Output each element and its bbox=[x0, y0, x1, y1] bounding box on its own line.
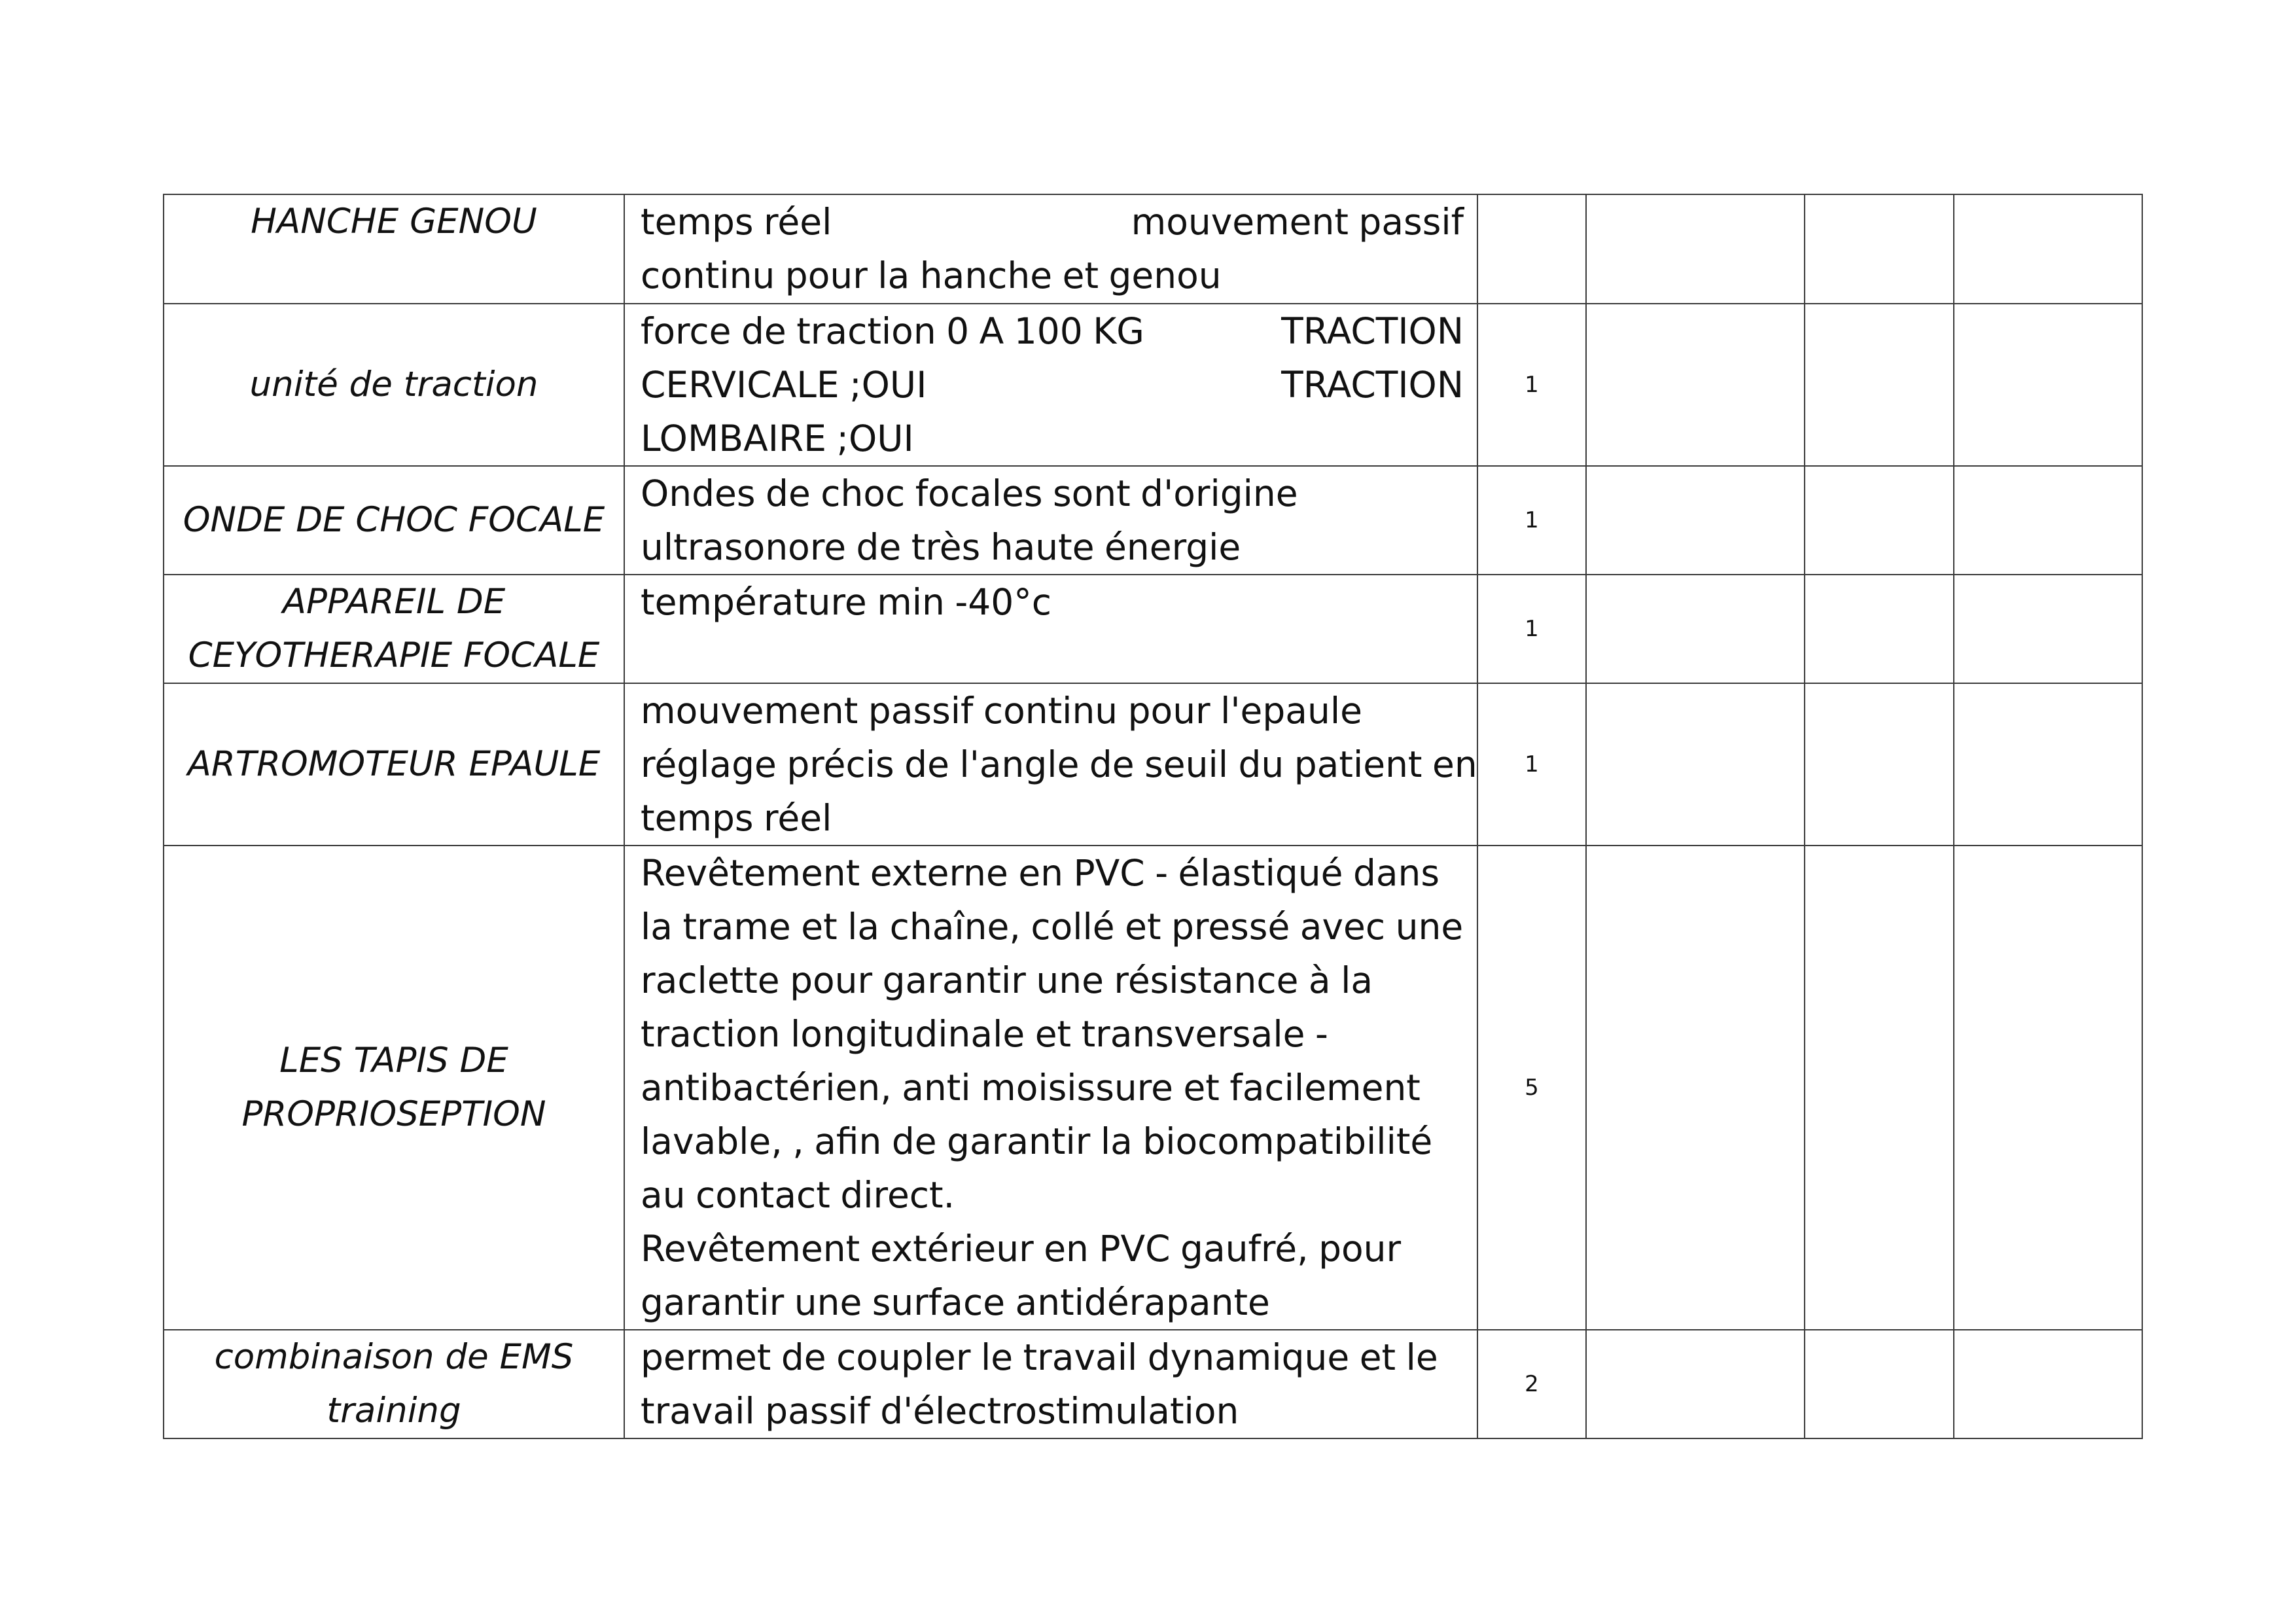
price-cell bbox=[1586, 194, 1805, 304]
description-cell bbox=[624, 194, 1477, 304]
description-line: CERVICALE ;OUI TRACTION bbox=[641, 364, 1464, 406]
quantity-cell: 1 bbox=[1477, 575, 1586, 683]
equipment-name-cell bbox=[164, 1330, 624, 1438]
quantity-cell: 1 bbox=[1477, 466, 1586, 575]
description-line: ultrasonore de très haute énergie bbox=[641, 526, 1241, 568]
description-cell bbox=[624, 304, 1477, 466]
equipment-name: APPAREIL DE CEYOTHERAPIE FOCALE bbox=[188, 582, 600, 675]
remarks-cell bbox=[1954, 1330, 2142, 1438]
equipment-name: HANCHE GENOU bbox=[251, 202, 537, 241]
remarks-cell bbox=[1954, 683, 2142, 846]
table-row bbox=[164, 846, 2142, 1330]
equipment-name-cell bbox=[164, 304, 624, 466]
total-cell bbox=[1805, 683, 1954, 846]
price-cell bbox=[1586, 304, 1805, 466]
description-cell bbox=[624, 466, 1477, 575]
total-cell bbox=[1805, 304, 1954, 466]
equipment-name: combinaison de EMS training bbox=[214, 1337, 574, 1431]
table-body bbox=[164, 194, 2142, 1438]
quantity-cell: 5 bbox=[1477, 846, 1586, 1330]
remarks-cell bbox=[1954, 466, 2142, 575]
quantity-cell: 2 bbox=[1477, 1330, 1586, 1438]
description-cell bbox=[624, 683, 1477, 846]
description-line: au contact direct. bbox=[641, 1174, 955, 1216]
equipment-name: LES TAPIS DE PROPRIOSEPTION bbox=[241, 1041, 546, 1134]
table-row bbox=[164, 194, 2142, 304]
description-line: force de traction 0 A 100 KG TRACTION bbox=[641, 310, 1464, 352]
quantity-cell: 1 bbox=[1477, 304, 1586, 466]
description-line: lavable, , afin de garantir la biocompatibilité bbox=[641, 1120, 1433, 1162]
price-cell bbox=[1586, 1330, 1805, 1438]
description-line: LOMBAIRE ;OUI bbox=[641, 418, 914, 459]
table-row bbox=[164, 466, 2142, 575]
quantity-cell: 1 bbox=[1477, 683, 1586, 846]
description-line: raclette pour garantir une résistance à la bbox=[641, 959, 1373, 1001]
description-line: Revêtement extérieur en PVC gaufré, pour bbox=[641, 1228, 1402, 1270]
price-cell bbox=[1586, 683, 1805, 846]
description-line: temps réel bbox=[641, 797, 832, 839]
description-cell bbox=[624, 846, 1477, 1330]
description-line: température min -40°c bbox=[641, 581, 1051, 623]
equipment-name: ARTROMOTEUR EPAULE bbox=[187, 744, 601, 784]
description-line: la trame et la chaîne, collé et pressé avec une bbox=[641, 906, 1464, 948]
quantity-cell bbox=[1477, 194, 1586, 304]
equipment-name-cell bbox=[164, 466, 624, 575]
table-row bbox=[164, 575, 2142, 683]
price-cell bbox=[1586, 846, 1805, 1330]
equipment-name-cell bbox=[164, 683, 624, 846]
equipment-name-cell bbox=[164, 846, 624, 1330]
description-cell bbox=[624, 1330, 1477, 1438]
table-row bbox=[164, 683, 2142, 846]
total-cell bbox=[1805, 1330, 1954, 1438]
price-cell bbox=[1586, 466, 1805, 575]
description-line: réglage précis de l'angle de seuil du patient en bbox=[641, 743, 1477, 785]
total-cell bbox=[1805, 575, 1954, 683]
remarks-cell bbox=[1954, 194, 2142, 304]
description-line: mouvement passif continu pour l'epaule bbox=[641, 690, 1362, 732]
total-cell bbox=[1805, 846, 1954, 1330]
table-row bbox=[164, 1330, 2142, 1438]
remarks-cell bbox=[1954, 846, 2142, 1330]
description-line: antibactérien, anti moisissure et facilement bbox=[641, 1067, 1421, 1109]
equipment-name-cell bbox=[164, 575, 624, 683]
description-line: travail passif d'électrostimulation bbox=[641, 1390, 1239, 1432]
description-line: continu pour la hanche et genou bbox=[641, 255, 1222, 296]
table-row bbox=[164, 304, 2142, 466]
description-line: traction longitudinale et transversale - bbox=[641, 1013, 1328, 1055]
remarks-cell bbox=[1954, 304, 2142, 466]
description-cell bbox=[624, 575, 1477, 683]
description-line: Revêtement externe en PVC - élastiqué dans bbox=[641, 852, 1440, 894]
equipment-name: ONDE DE CHOC FOCALE bbox=[183, 500, 605, 540]
description-line: Ondes de choc focales sont d'origine bbox=[641, 473, 1298, 514]
description-line: garantir une surface antidérapante bbox=[641, 1281, 1270, 1323]
equipment-name-cell bbox=[164, 194, 624, 304]
total-cell bbox=[1805, 194, 1954, 304]
price-cell bbox=[1586, 575, 1805, 683]
equipment-table bbox=[163, 194, 2143, 1439]
remarks-cell bbox=[1954, 575, 2142, 683]
description-line: temps réel mouvement passif bbox=[641, 201, 1464, 243]
description-line: permet de coupler le travail dynamique et le bbox=[641, 1336, 1438, 1378]
equipment-name: unité de traction bbox=[249, 365, 539, 404]
total-cell bbox=[1805, 466, 1954, 575]
